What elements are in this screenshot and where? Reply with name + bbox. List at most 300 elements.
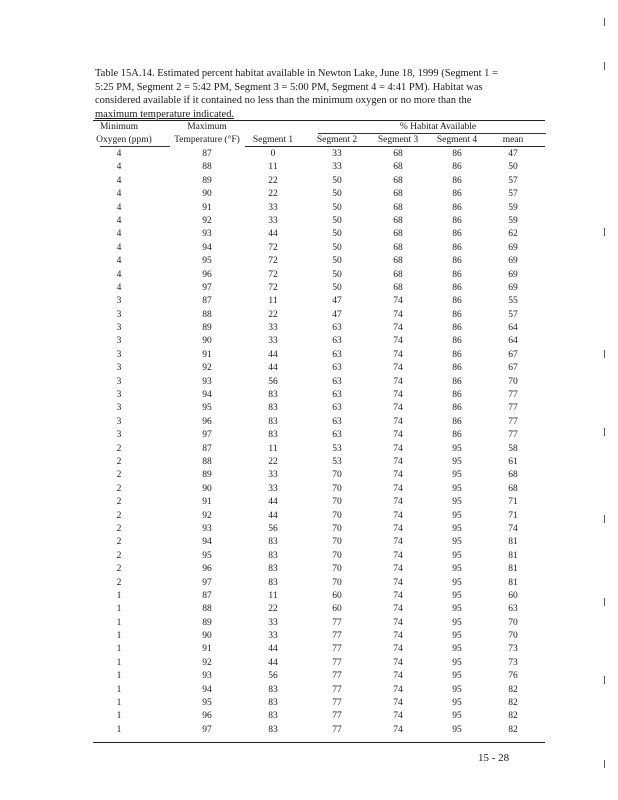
cell-max-temp: 94 (202, 390, 212, 401)
cell-min-oxygen: 4 (116, 282, 122, 293)
cell-segment-4: 86 (452, 376, 462, 387)
table-row (0, 295, 618, 308)
header-group-rule (318, 133, 546, 134)
caption-line: considered available if it contained no less than the minimum oxygen or no more than the (95, 95, 472, 106)
cell-segment-3: 74 (393, 604, 403, 615)
table-row (0, 376, 618, 389)
cell-segment-4: 95 (452, 456, 462, 467)
cell-mean: 57 (508, 189, 518, 200)
cell-min-oxygen: 1 (116, 671, 122, 682)
cell-max-temp: 87 (202, 590, 212, 601)
cell-max-temp: 92 (202, 510, 212, 521)
cell-min-oxygen: 4 (116, 215, 122, 226)
header-max-temp: Temperature (°F) (174, 135, 240, 145)
cell-segment-1: 72 (268, 269, 278, 280)
header-segment-1: Segment 1 (252, 135, 294, 145)
cell-max-temp: 89 (202, 617, 212, 628)
cell-mean: 77 (508, 403, 518, 414)
cell-mean: 64 (508, 323, 518, 334)
cell-max-temp: 94 (202, 684, 212, 695)
cell-segment-3: 74 (393, 309, 403, 320)
cell-mean: 71 (508, 510, 518, 521)
table-row (0, 684, 618, 697)
cell-segment-1: 83 (268, 537, 278, 548)
scan-edge-mark (604, 515, 605, 523)
cell-mean: 74 (508, 523, 518, 534)
cell-segment-2: 77 (332, 644, 342, 655)
cell-max-temp: 95 (202, 550, 212, 561)
cell-segment-1: 11 (268, 590, 278, 601)
cell-segment-2: 63 (332, 416, 342, 427)
cell-segment-3: 74 (393, 430, 403, 441)
cell-max-temp: 91 (202, 349, 212, 360)
cell-max-temp: 97 (202, 282, 212, 293)
table-row (0, 523, 618, 536)
table-row (0, 710, 618, 723)
cell-segment-4: 86 (452, 229, 462, 240)
cell-segment-2: 50 (332, 256, 342, 267)
cell-segment-4: 86 (452, 149, 462, 159)
cell-min-oxygen: 4 (116, 229, 122, 240)
cell-segment-2: 63 (332, 390, 342, 401)
cell-max-temp: 94 (202, 537, 212, 548)
table-row (0, 724, 618, 737)
page-number: 15 - 28 (478, 752, 510, 764)
cell-segment-4: 86 (452, 242, 462, 253)
cell-segment-1: 33 (268, 336, 278, 347)
cell-mean: 68 (508, 470, 518, 481)
cell-mean: 69 (508, 256, 518, 267)
cell-segment-2: 77 (332, 698, 342, 709)
cell-min-oxygen: 1 (116, 617, 122, 628)
cell-segment-2: 70 (332, 510, 342, 521)
table-row (0, 443, 618, 456)
caption-line: Table 15A.14. Estimated percent habitat available in Newton Lake, June 18, 1999 (Segment 1 = (95, 68, 498, 79)
cell-segment-4: 95 (452, 617, 462, 628)
cell-segment-4: 86 (452, 296, 462, 307)
cell-max-temp: 87 (202, 443, 212, 454)
cell-segment-1: 44 (268, 229, 278, 240)
cell-mean: 81 (508, 550, 518, 561)
cell-segment-3: 68 (393, 215, 403, 226)
cell-segment-3: 74 (393, 537, 403, 548)
table-row (0, 630, 618, 643)
cell-mean: 69 (508, 242, 518, 253)
cell-mean: 60 (508, 590, 518, 601)
cell-segment-2: 77 (332, 617, 342, 628)
cell-segment-3: 74 (393, 523, 403, 534)
cell-segment-3: 68 (393, 149, 403, 159)
cell-segment-2: 33 (332, 162, 342, 173)
cell-mean: 64 (508, 336, 518, 347)
cell-segment-4: 95 (452, 443, 462, 454)
table-caption (95, 67, 545, 121)
cell-min-oxygen: 4 (116, 256, 122, 267)
caption-line: maximum temperature indicated. (95, 108, 235, 120)
cell-mean: 73 (508, 644, 518, 655)
cell-max-temp: 97 (202, 577, 212, 588)
cell-segment-1: 22 (268, 189, 278, 200)
cell-segment-2: 63 (332, 323, 342, 334)
scan-edge-mark (604, 598, 605, 606)
cell-mean: 77 (508, 430, 518, 441)
header-segment-4: Segment 4 (436, 135, 478, 145)
cell-min-oxygen: 2 (116, 483, 122, 494)
cell-segment-1: 33 (268, 215, 278, 226)
table-row (0, 563, 618, 576)
cell-segment-1: 0 (270, 149, 276, 159)
cell-segment-1: 83 (268, 430, 278, 441)
cell-segment-1: 83 (268, 698, 278, 709)
cell-min-oxygen: 3 (116, 309, 122, 320)
cell-mean: 67 (508, 349, 518, 360)
table-row (0, 510, 618, 523)
cell-min-oxygen: 4 (116, 242, 122, 253)
cell-segment-1: 72 (268, 282, 278, 293)
cell-max-temp: 92 (202, 215, 212, 226)
cell-min-oxygen: 2 (116, 510, 122, 521)
cell-segment-1: 33 (268, 202, 278, 213)
cell-segment-3: 74 (393, 376, 403, 387)
cell-max-temp: 97 (202, 724, 212, 735)
cell-max-temp: 88 (202, 456, 212, 467)
table-bottom-rule (93, 742, 545, 743)
cell-mean: 67 (508, 363, 518, 374)
cell-segment-4: 86 (452, 349, 462, 360)
cell-segment-2: 77 (332, 711, 342, 722)
cell-segment-1: 44 (268, 644, 278, 655)
cell-min-oxygen: 2 (116, 550, 122, 561)
cell-max-temp: 87 (202, 296, 212, 307)
cell-segment-1: 33 (268, 631, 278, 642)
cell-max-temp: 96 (202, 269, 212, 280)
cell-segment-2: 60 (332, 590, 342, 601)
table-row (0, 309, 618, 322)
cell-segment-3: 74 (393, 684, 403, 695)
cell-segment-4: 86 (452, 202, 462, 213)
cell-mean: 77 (508, 416, 518, 427)
table-row (0, 603, 618, 616)
table-row (0, 282, 618, 295)
cell-max-temp: 96 (202, 416, 212, 427)
header-max-temp-top: Maximum (187, 122, 227, 132)
cell-segment-3: 74 (393, 470, 403, 481)
cell-segment-2: 77 (332, 724, 342, 735)
cell-max-temp: 89 (202, 323, 212, 334)
cell-segment-2: 77 (332, 671, 342, 682)
cell-segment-2: 50 (332, 229, 342, 240)
cell-segment-3: 74 (393, 671, 403, 682)
cell-segment-2: 77 (332, 684, 342, 695)
table-row (0, 242, 618, 255)
cell-mean: 58 (508, 443, 518, 454)
cell-min-oxygen: 3 (116, 376, 122, 387)
cell-segment-1: 33 (268, 323, 278, 334)
cell-min-oxygen: 2 (116, 497, 122, 508)
cell-min-oxygen: 1 (116, 711, 122, 722)
table-row (0, 269, 618, 282)
cell-segment-3: 68 (393, 229, 403, 240)
cell-segment-3: 68 (393, 175, 403, 186)
cell-min-oxygen: 3 (116, 296, 122, 307)
cell-min-oxygen: 2 (116, 523, 122, 534)
cell-min-oxygen: 1 (116, 644, 122, 655)
cell-mean: 68 (508, 483, 518, 494)
cell-mean: 82 (508, 724, 518, 735)
table-row (0, 389, 618, 402)
cell-segment-3: 74 (393, 363, 403, 374)
cell-max-temp: 95 (202, 403, 212, 414)
cell-min-oxygen: 1 (116, 684, 122, 695)
header-min-oxygen: Oxygen (ppm) (96, 135, 152, 145)
cell-segment-2: 63 (332, 403, 342, 414)
cell-segment-3: 74 (393, 724, 403, 735)
cell-segment-1: 22 (268, 309, 278, 320)
cell-segment-1: 83 (268, 711, 278, 722)
cell-segment-3: 68 (393, 256, 403, 267)
cell-mean: 70 (508, 631, 518, 642)
table-row (0, 483, 618, 496)
cell-segment-3: 74 (393, 336, 403, 347)
cell-segment-3: 74 (393, 403, 403, 414)
table-row (0, 456, 618, 469)
cell-segment-2: 70 (332, 497, 342, 508)
cell-segment-4: 95 (452, 644, 462, 655)
table-body (0, 148, 618, 737)
cell-max-temp: 89 (202, 175, 212, 186)
cell-segment-4: 86 (452, 309, 462, 320)
cell-segment-3: 74 (393, 644, 403, 655)
table-row (0, 670, 618, 683)
cell-segment-4: 95 (452, 537, 462, 548)
cell-min-oxygen: 3 (116, 403, 122, 414)
cell-min-oxygen: 2 (116, 470, 122, 481)
cell-segment-1: 22 (268, 604, 278, 615)
cell-segment-2: 70 (332, 564, 342, 575)
cell-segment-1: 83 (268, 724, 278, 735)
table-row (0, 590, 618, 603)
cell-segment-1: 72 (268, 242, 278, 253)
cell-segment-3: 74 (393, 456, 403, 467)
cell-segment-1: 72 (268, 256, 278, 267)
cell-max-temp: 96 (202, 711, 212, 722)
cell-segment-1: 11 (268, 443, 278, 454)
cell-min-oxygen: 4 (116, 162, 122, 173)
cell-segment-3: 74 (393, 590, 403, 601)
cell-mean: 57 (508, 309, 518, 320)
cell-segment-2: 70 (332, 470, 342, 481)
table-row (0, 349, 618, 362)
scan-edge-mark (604, 760, 605, 768)
cell-min-oxygen: 2 (116, 564, 122, 575)
cell-max-temp: 91 (202, 202, 212, 213)
table-row (0, 362, 618, 375)
cell-segment-3: 74 (393, 483, 403, 494)
cell-mean: 71 (508, 497, 518, 508)
cell-segment-2: 50 (332, 242, 342, 253)
cell-min-oxygen: 3 (116, 336, 122, 347)
cell-segment-2: 53 (332, 456, 342, 467)
table-row (0, 202, 618, 215)
header-segment-2: Segment 2 (316, 135, 358, 145)
cell-segment-3: 74 (393, 631, 403, 642)
cell-mean: 81 (508, 564, 518, 575)
cell-segment-2: 70 (332, 483, 342, 494)
cell-segment-2: 50 (332, 282, 342, 293)
cell-min-oxygen: 2 (116, 537, 122, 548)
cell-segment-1: 33 (268, 470, 278, 481)
cell-mean: 70 (508, 376, 518, 387)
cell-min-oxygen: 3 (116, 416, 122, 427)
cell-mean: 82 (508, 711, 518, 722)
cell-segment-3: 74 (393, 617, 403, 628)
cell-segment-3: 68 (393, 189, 403, 200)
cell-segment-1: 83 (268, 416, 278, 427)
cell-segment-3: 74 (393, 711, 403, 722)
cell-segment-4: 95 (452, 497, 462, 508)
cell-segment-2: 77 (332, 657, 342, 668)
scan-edge-mark (604, 350, 605, 358)
cell-max-temp: 88 (202, 604, 212, 615)
cell-min-oxygen: 1 (116, 590, 122, 601)
cell-segment-2: 70 (332, 550, 342, 561)
cell-min-oxygen: 3 (116, 323, 122, 334)
cell-segment-3: 74 (393, 657, 403, 668)
table-row (0, 148, 618, 161)
cell-min-oxygen: 1 (116, 698, 122, 709)
cell-min-oxygen: 3 (116, 349, 122, 360)
table-row (0, 697, 618, 710)
cell-segment-1: 44 (268, 497, 278, 508)
cell-segment-1: 22 (268, 175, 278, 186)
cell-mean: 69 (508, 269, 518, 280)
cell-segment-1: 33 (268, 617, 278, 628)
cell-segment-3: 74 (393, 510, 403, 521)
cell-segment-3: 74 (393, 564, 403, 575)
cell-min-oxygen: 4 (116, 269, 122, 280)
cell-segment-4: 86 (452, 416, 462, 427)
cell-segment-3: 74 (393, 443, 403, 454)
cell-segment-4: 95 (452, 671, 462, 682)
cell-segment-4: 95 (452, 657, 462, 668)
table-top-rule (93, 120, 545, 121)
cell-segment-1: 83 (268, 550, 278, 561)
cell-segment-1: 83 (268, 684, 278, 695)
cell-max-temp: 93 (202, 229, 212, 240)
cell-segment-4: 86 (452, 189, 462, 200)
scan-edge-mark (604, 676, 605, 684)
cell-min-oxygen: 3 (116, 363, 122, 374)
table-row (0, 255, 618, 268)
cell-segment-2: 63 (332, 376, 342, 387)
cell-min-oxygen: 2 (116, 456, 122, 467)
cell-segment-2: 70 (332, 523, 342, 534)
cell-segment-3: 68 (393, 282, 403, 293)
cell-mean: 62 (508, 229, 518, 240)
table-row (0, 643, 618, 656)
cell-segment-2: 63 (332, 430, 342, 441)
scan-edge-mark (604, 62, 605, 70)
cell-mean: 61 (508, 456, 518, 467)
cell-segment-4: 86 (452, 215, 462, 226)
cell-mean: 63 (508, 604, 518, 615)
cell-max-temp: 91 (202, 644, 212, 655)
header-mean: mean (502, 135, 524, 145)
table-row (0, 536, 618, 549)
cell-segment-3: 74 (393, 550, 403, 561)
cell-segment-2: 50 (332, 269, 342, 280)
cell-segment-1: 83 (268, 564, 278, 575)
table-row (0, 402, 618, 415)
cell-segment-1: 33 (268, 483, 278, 494)
cell-segment-4: 86 (452, 162, 462, 173)
cell-mean: 70 (508, 617, 518, 628)
cell-segment-1: 44 (268, 349, 278, 360)
cell-segment-2: 47 (332, 309, 342, 320)
cell-segment-2: 50 (332, 215, 342, 226)
cell-max-temp: 95 (202, 256, 212, 267)
cell-min-oxygen: 4 (116, 202, 122, 213)
table-row (0, 215, 618, 228)
cell-max-temp: 94 (202, 242, 212, 253)
cell-mean: 57 (508, 175, 518, 186)
cell-segment-1: 83 (268, 403, 278, 414)
cell-mean: 82 (508, 698, 518, 709)
cell-max-temp: 93 (202, 376, 212, 387)
cell-min-oxygen: 3 (116, 390, 122, 401)
cell-segment-4: 86 (452, 403, 462, 414)
cell-min-oxygen: 1 (116, 631, 122, 642)
cell-segment-2: 63 (332, 349, 342, 360)
cell-segment-2: 50 (332, 202, 342, 213)
cell-max-temp: 88 (202, 162, 212, 173)
cell-segment-3: 74 (393, 497, 403, 508)
cell-segment-4: 95 (452, 711, 462, 722)
cell-max-temp: 92 (202, 657, 212, 668)
cell-segment-4: 95 (452, 483, 462, 494)
cell-segment-1: 56 (268, 523, 278, 534)
table-row (0, 577, 618, 590)
cell-mean: 50 (508, 162, 518, 173)
cell-mean: 82 (508, 684, 518, 695)
cell-segment-2: 77 (332, 631, 342, 642)
cell-segment-2: 70 (332, 537, 342, 548)
cell-segment-2: 63 (332, 336, 342, 347)
cell-segment-4: 86 (452, 363, 462, 374)
cell-segment-4: 95 (452, 684, 462, 695)
cell-segment-1: 83 (268, 390, 278, 401)
header-habitat-group: % Habitat Available (399, 122, 477, 132)
cell-min-oxygen: 1 (116, 724, 122, 735)
cell-segment-1: 11 (268, 162, 278, 173)
table-row (0, 416, 618, 429)
cell-segment-2: 50 (332, 189, 342, 200)
cell-segment-3: 74 (393, 349, 403, 360)
cell-segment-1: 44 (268, 510, 278, 521)
table-row (0, 335, 618, 348)
cell-segment-3: 68 (393, 202, 403, 213)
cell-min-oxygen: 3 (116, 430, 122, 441)
cell-mean: 59 (508, 215, 518, 226)
cell-min-oxygen: 2 (116, 577, 122, 588)
cell-mean: 76 (508, 671, 518, 682)
cell-segment-3: 68 (393, 162, 403, 173)
cell-mean: 55 (508, 296, 518, 307)
header-segment-3: Segment 3 (377, 135, 419, 145)
cell-segment-3: 74 (393, 577, 403, 588)
cell-min-oxygen: 2 (116, 443, 122, 454)
cell-segment-2: 53 (332, 443, 342, 454)
